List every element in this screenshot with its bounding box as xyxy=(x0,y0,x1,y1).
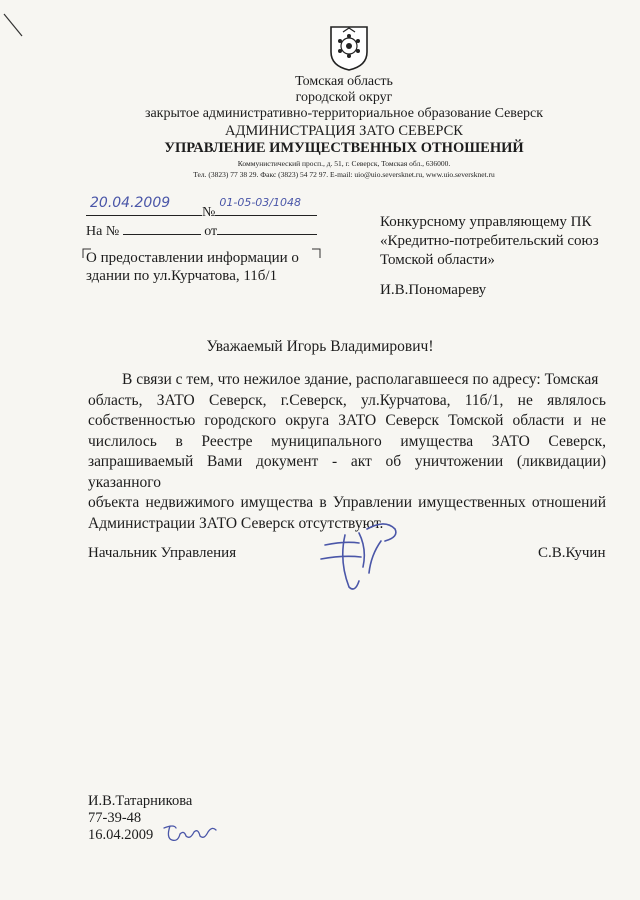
header-department: УПРАВЛЕНИЕ ИМУЩЕСТВЕННЫХ ОТНОШЕНИЙ xyxy=(164,140,524,156)
body-line-6: объекта недвижимого имущества в Управлении имущественных отношений xyxy=(88,494,606,511)
recipient-line-1: Конкурсному управляющему ПК xyxy=(380,214,592,230)
recipient-line-3: Томской области» xyxy=(380,252,495,268)
from-label: от xyxy=(204,224,218,239)
recipient-name: И.В.Пономареву xyxy=(380,282,487,298)
body-line-4: числилось в Реестре муниципального имущества ЗАТО Северск, xyxy=(88,432,606,450)
recipient-block xyxy=(380,213,599,300)
body-line-2: область, ЗАТО Северск, г.Северск, ул.Курчатова, 11б/1, не являлось xyxy=(88,391,606,409)
executor-phone: 77-39-48 xyxy=(88,810,142,826)
number-label: № xyxy=(202,205,216,220)
body-line-1: В связи с тем, что нежилое здание, располагавшееся по адресу: Томская xyxy=(122,371,599,388)
header-zato-full: закрытое административно-территориальное образование Северск xyxy=(144,106,544,121)
signatory-name: С.В.Кучин xyxy=(538,545,606,561)
coat-of-arms-crest xyxy=(328,24,370,72)
header-region: Томская область xyxy=(295,74,393,89)
outgoing-date: 20.04.2009 xyxy=(90,195,171,211)
recipient-line-2: «Кредитно-потребительский союз xyxy=(380,233,599,249)
salutation: Уважаемый Игорь Владимирович! xyxy=(206,338,434,355)
outgoing-date-number xyxy=(86,197,320,221)
signature-title: Начальник Управления xyxy=(88,545,237,561)
subject-line-1: О предоставлении информации о xyxy=(86,250,299,266)
header-contacts: Тел. (3823) 77 38 29. Факс (3823) 54 72 97. E-mail: uio@uio.seversknet.ru, www.uio.seversknet.ru xyxy=(193,170,495,179)
header-address: Коммунистический просп., д. 51, г. Северск, Томская обл., 636000. xyxy=(237,159,451,168)
corner-pencil-mark xyxy=(0,0,30,40)
reply-reference xyxy=(86,222,326,240)
body-line-7: Администрации ЗАТО Северск отсутствуют. xyxy=(88,514,384,532)
executor-initials-scribble xyxy=(160,822,220,846)
executor-name: И.В.Татарникова xyxy=(88,793,193,809)
letter-body xyxy=(88,370,606,534)
executor-date: 16.04.2009 xyxy=(88,827,154,843)
handwritten-signature xyxy=(315,515,405,595)
header-district: городской округ xyxy=(295,90,393,105)
reply-label: На № xyxy=(86,224,120,239)
body-line-3: собственностью городского округа ЗАТО Северск Томской области и не xyxy=(88,412,606,429)
body-line-5: запрашиваемый Вами документ - акт об уничтожении (ликвидации) указанного xyxy=(88,453,606,491)
subject-line-2: здании по ул.Курчатова, 11б/1 xyxy=(86,268,278,284)
header-administration: АДМИНИСТРАЦИЯ ЗАТО СЕВЕРСК xyxy=(225,123,463,139)
outgoing-number: 01-05-03/1048 xyxy=(219,196,301,209)
